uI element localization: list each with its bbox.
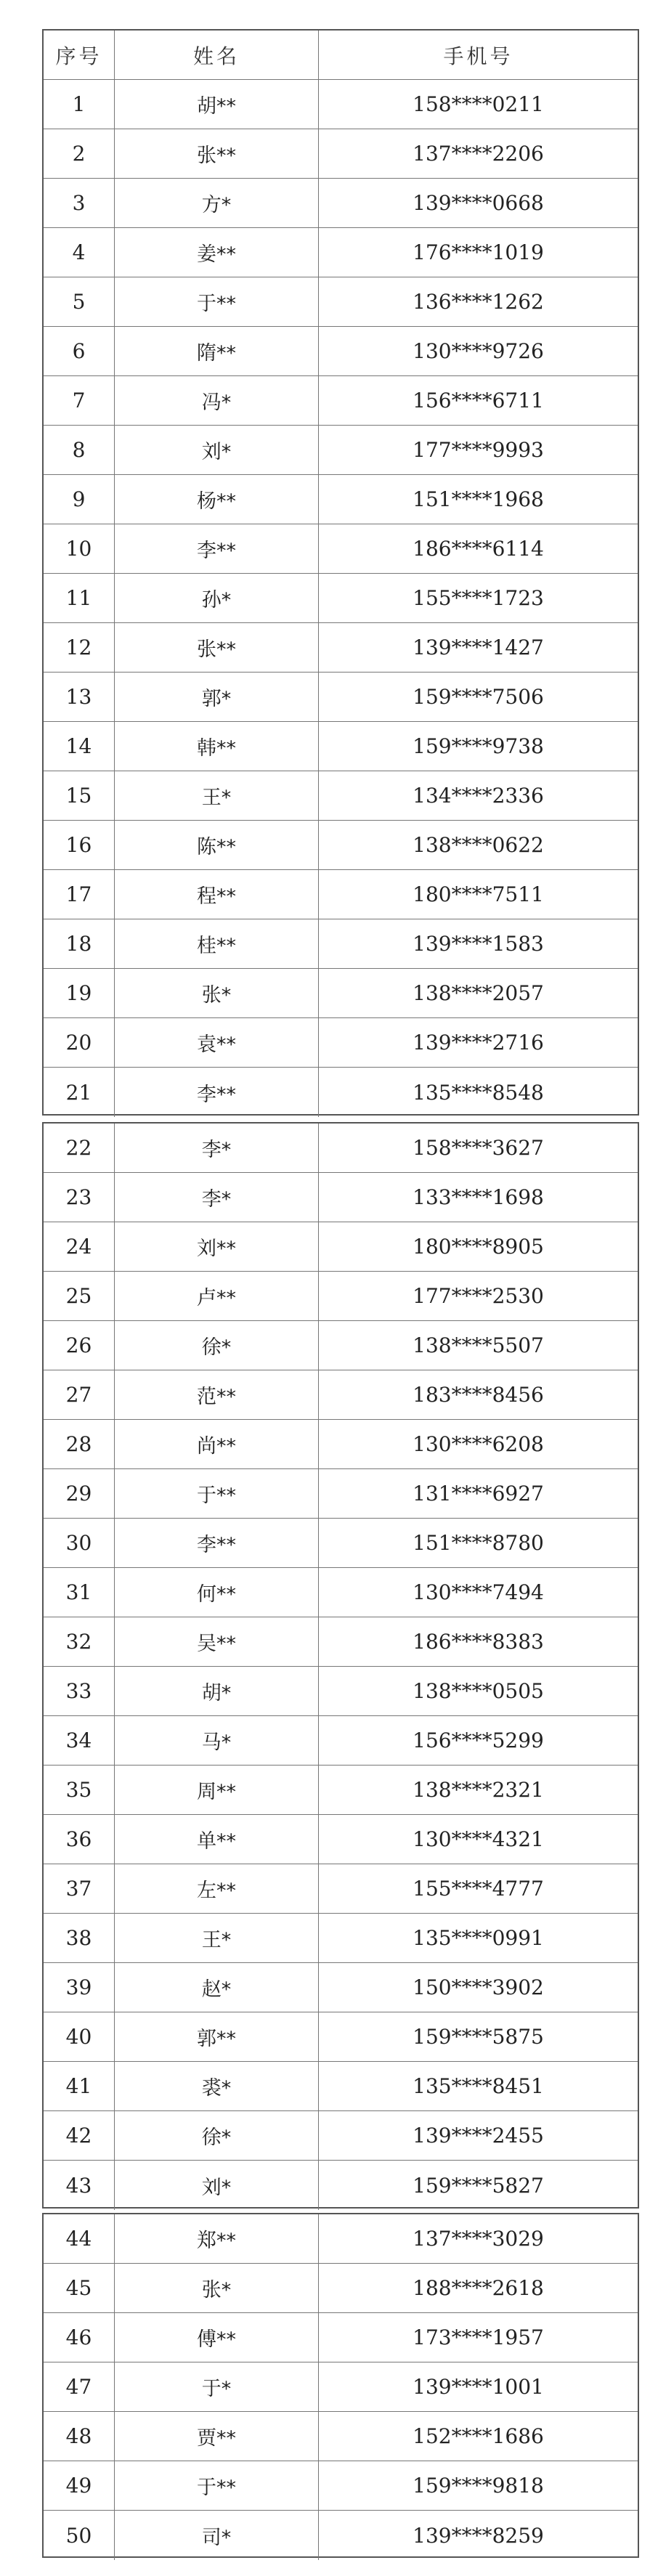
name-cell: 左** [115, 1864, 319, 1913]
phone-cell: 135****8451 [413, 2074, 544, 2098]
serial-number-cell: 43 [44, 2161, 115, 2210]
name-list-table-part-3 [42, 2213, 639, 2558]
phone-cell: 158****3627 [413, 1136, 544, 1160]
serial-number-cell: 23 [44, 1173, 115, 1222]
phone-cell: 139****0668 [413, 191, 544, 215]
table-row [44, 2012, 638, 2062]
phone-cell: 130****9726 [413, 339, 544, 363]
phone-cell: 155****1723 [413, 586, 544, 610]
phone-cell: 151****1968 [413, 487, 544, 511]
table-row [44, 2511, 638, 2560]
header-name: 姓名 [115, 31, 319, 79]
name-cell: 于* [115, 2362, 319, 2411]
serial-number-cell: 24 [44, 1222, 115, 1271]
serial-number-cell: 46 [44, 2313, 115, 2362]
phone-cell: 137****3029 [413, 2227, 544, 2251]
serial-number-cell: 18 [44, 919, 115, 968]
table-row [44, 771, 638, 821]
serial-number-cell: 31 [44, 1568, 115, 1617]
serial-number-cell: 9 [44, 475, 115, 524]
table-row [44, 2362, 638, 2412]
table-row [44, 1272, 638, 1321]
table-row [44, 129, 638, 179]
phone-cell: 183****8456 [413, 1383, 544, 1407]
phone-cell: 135****0991 [413, 1926, 544, 1950]
table-row [44, 623, 638, 673]
serial-number-cell: 37 [44, 1864, 115, 1913]
name-cell: 张** [115, 623, 319, 672]
table-row [44, 80, 638, 129]
name-cell: 李** [115, 524, 319, 573]
phone-cell: 139****2716 [413, 1031, 544, 1055]
phone-cell: 130****7494 [413, 1580, 544, 1604]
name-cell: 杨** [115, 475, 319, 524]
serial-number-cell: 16 [44, 821, 115, 869]
phone-cell: 130****4321 [413, 1827, 544, 1851]
table-row [44, 1420, 638, 1469]
name-cell: 周** [115, 1766, 319, 1814]
serial-number-cell: 44 [44, 2214, 115, 2263]
phone-cell: 176****1019 [413, 240, 544, 264]
serial-number-cell: 5 [44, 277, 115, 326]
name-cell: 李** [115, 1068, 319, 1117]
phone-cell: 131****6927 [413, 1482, 544, 1506]
serial-number-cell: 1 [44, 80, 115, 129]
name-cell: 张* [115, 969, 319, 1017]
table-row [44, 722, 638, 771]
phone-cell: 156****6711 [413, 389, 544, 413]
table-row [44, 475, 638, 524]
name-cell: 袁** [115, 1018, 319, 1067]
phone-cell: 155****4777 [413, 1877, 544, 1901]
name-cell: 马* [115, 1716, 319, 1765]
table-row [44, 969, 638, 1018]
phone-cell: 133****1698 [413, 1185, 544, 1209]
phone-cell: 139****2455 [413, 2124, 544, 2148]
name-cell: 张* [115, 2264, 319, 2312]
table-row [44, 673, 638, 722]
phone-cell: 130****6208 [413, 1432, 544, 1456]
name-cell: 方* [115, 179, 319, 227]
table-row [44, 2461, 638, 2511]
phone-cell: 139****8259 [413, 2523, 544, 2548]
table-header-row [44, 31, 638, 80]
name-cell: 刘** [115, 1222, 319, 1271]
phone-cell: 150****3902 [413, 1975, 544, 1999]
table-row [44, 2214, 638, 2264]
phone-cell: 177****2530 [413, 1284, 544, 1308]
serial-number-cell: 50 [44, 2511, 115, 2560]
serial-number-cell: 13 [44, 673, 115, 721]
table-row [44, 1018, 638, 1068]
table-row [44, 277, 638, 327]
table-row [44, 376, 638, 426]
serial-number-cell: 8 [44, 426, 115, 474]
table-row [44, 2313, 638, 2362]
name-cell: 赵* [115, 1963, 319, 2012]
serial-number-cell: 4 [44, 228, 115, 277]
name-cell: 张** [115, 129, 319, 178]
name-cell: 于** [115, 277, 319, 326]
phone-cell: 138****5507 [413, 1333, 544, 1357]
phone-cell: 139****1001 [413, 2375, 544, 2399]
serial-number-cell: 49 [44, 2461, 115, 2510]
phone-cell: 173****1957 [413, 2325, 544, 2349]
phone-cell: 159****5827 [413, 2173, 544, 2198]
phone-cell: 188****2618 [413, 2276, 544, 2300]
serial-number-cell: 33 [44, 1667, 115, 1715]
serial-number-cell: 48 [44, 2412, 115, 2461]
header-phone: 手机号 [443, 44, 513, 68]
name-cell: 徐* [115, 2111, 319, 2160]
table-row [44, 228, 638, 277]
serial-number-cell: 40 [44, 2012, 115, 2061]
name-cell: 胡** [115, 80, 319, 129]
table-row [44, 574, 638, 623]
serial-number-cell: 38 [44, 1914, 115, 1962]
serial-number-cell: 15 [44, 771, 115, 820]
serial-number-cell: 42 [44, 2111, 115, 2160]
name-cell: 何** [115, 1568, 319, 1617]
phone-cell: 134****2336 [413, 784, 544, 808]
name-cell: 王* [115, 771, 319, 820]
table-row [44, 1222, 638, 1272]
name-cell: 李* [115, 1173, 319, 1222]
phone-cell: 135****8548 [413, 1080, 544, 1105]
serial-number-cell: 34 [44, 1716, 115, 1765]
name-cell: 刘* [115, 426, 319, 474]
name-cell: 卢** [115, 1272, 319, 1320]
name-cell: 范** [115, 1370, 319, 1419]
name-cell: 王* [115, 1914, 319, 1962]
name-cell: 陈** [115, 821, 319, 869]
name-cell: 徐* [115, 1321, 319, 1370]
phone-cell: 152****1686 [413, 2424, 544, 2448]
serial-number-cell: 6 [44, 327, 115, 375]
name-cell: 傅** [115, 2313, 319, 2362]
serial-number-cell: 47 [44, 2362, 115, 2411]
serial-number-cell: 28 [44, 1420, 115, 1468]
name-cell: 孙* [115, 574, 319, 622]
name-list-table-part-2 [42, 1122, 639, 2209]
phone-cell: 159****7506 [413, 685, 544, 709]
name-cell: 郑** [115, 2214, 319, 2263]
table-row [44, 2412, 638, 2461]
serial-number-cell: 2 [44, 129, 115, 178]
name-cell: 姜** [115, 228, 319, 277]
phone-cell: 139****1583 [413, 932, 544, 956]
phone-cell: 186****8383 [413, 1630, 544, 1654]
name-cell: 桂** [115, 919, 319, 968]
serial-number-cell: 7 [44, 376, 115, 425]
serial-number-cell: 26 [44, 1321, 115, 1370]
table-row [44, 1519, 638, 1568]
phone-cell: 180****8905 [413, 1235, 544, 1259]
serial-number-cell: 20 [44, 1018, 115, 1067]
name-cell: 司* [115, 2511, 319, 2560]
table-row [44, 1864, 638, 1914]
serial-number-cell: 10 [44, 524, 115, 573]
serial-number-cell: 35 [44, 1766, 115, 1814]
name-cell: 贾** [115, 2412, 319, 2461]
name-cell: 裘* [115, 2062, 319, 2110]
phone-cell: 139****1427 [413, 635, 544, 659]
name-cell: 冯* [115, 376, 319, 425]
serial-number-cell: 17 [44, 870, 115, 919]
name-cell: 郭** [115, 2012, 319, 2061]
phone-cell: 177****9993 [413, 438, 544, 462]
table-row [44, 1667, 638, 1716]
serial-number-cell: 21 [44, 1068, 115, 1117]
phone-cell: 138****0622 [413, 833, 544, 857]
header-serial-number: 序号 [44, 31, 115, 79]
name-cell: 李* [115, 1124, 319, 1172]
table-row [44, 870, 638, 919]
table-row [44, 1963, 638, 2012]
table-row [44, 1469, 638, 1519]
name-cell: 刘* [115, 2161, 319, 2210]
table-row [44, 1124, 638, 1173]
name-cell: 隋** [115, 327, 319, 375]
table-row [44, 1370, 638, 1420]
serial-number-cell: 12 [44, 623, 115, 672]
serial-number-cell: 19 [44, 969, 115, 1017]
serial-number-cell: 25 [44, 1272, 115, 1320]
name-cell: 郭* [115, 673, 319, 721]
serial-number-cell: 27 [44, 1370, 115, 1419]
table-row [44, 1716, 638, 1766]
name-cell: 于** [115, 2461, 319, 2510]
table-row [44, 1617, 638, 1667]
phone-cell: 138****2057 [413, 981, 544, 1005]
phone-cell: 151****8780 [413, 1531, 544, 1555]
table-row [44, 821, 638, 870]
phone-cell: 138****0505 [413, 1679, 544, 1703]
table-row [44, 327, 638, 376]
table-row [44, 1068, 638, 1117]
name-cell: 于** [115, 1469, 319, 1518]
serial-number-cell: 36 [44, 1815, 115, 1864]
name-cell: 胡* [115, 1667, 319, 1715]
table-row [44, 2161, 638, 2210]
table-row [44, 2062, 638, 2111]
phone-cell: 137****2206 [413, 142, 544, 166]
table-row [44, 1766, 638, 1815]
name-cell: 李** [115, 1519, 319, 1567]
table-row [44, 2111, 638, 2161]
phone-cell: 159****9818 [413, 2474, 544, 2498]
phone-cell: 138****2321 [413, 1778, 544, 1802]
table-row [44, 919, 638, 969]
table-row [44, 1568, 638, 1617]
serial-number-cell: 45 [44, 2264, 115, 2312]
name-cell: 吴** [115, 1617, 319, 1666]
phone-cell: 136****1262 [413, 290, 544, 314]
name-cell: 尚** [115, 1420, 319, 1468]
name-cell: 单** [115, 1815, 319, 1864]
phone-cell: 158****0211 [413, 92, 544, 116]
serial-number-cell: 22 [44, 1124, 115, 1172]
serial-number-cell: 32 [44, 1617, 115, 1666]
table-row [44, 2264, 638, 2313]
serial-number-cell: 41 [44, 2062, 115, 2110]
table-row [44, 426, 638, 475]
phone-cell: 186****6114 [413, 537, 544, 561]
phone-cell: 156****5299 [413, 1728, 544, 1752]
name-list-table-part-1 [42, 29, 639, 1116]
serial-number-cell: 39 [44, 1963, 115, 2012]
serial-number-cell: 3 [44, 179, 115, 227]
serial-number-cell: 30 [44, 1519, 115, 1567]
table-row [44, 1914, 638, 1963]
name-cell: 韩** [115, 722, 319, 771]
phone-cell: 180****7511 [413, 882, 544, 906]
table-row [44, 1321, 638, 1370]
name-cell: 程** [115, 870, 319, 919]
serial-number-cell: 29 [44, 1469, 115, 1518]
serial-number-cell: 11 [44, 574, 115, 622]
phone-cell: 159****5875 [413, 2025, 544, 2049]
table-row [44, 1173, 638, 1222]
serial-number-cell: 14 [44, 722, 115, 771]
phone-cell: 159****9738 [413, 734, 544, 758]
table-row [44, 179, 638, 228]
table-row [44, 524, 638, 574]
table-row [44, 1815, 638, 1864]
